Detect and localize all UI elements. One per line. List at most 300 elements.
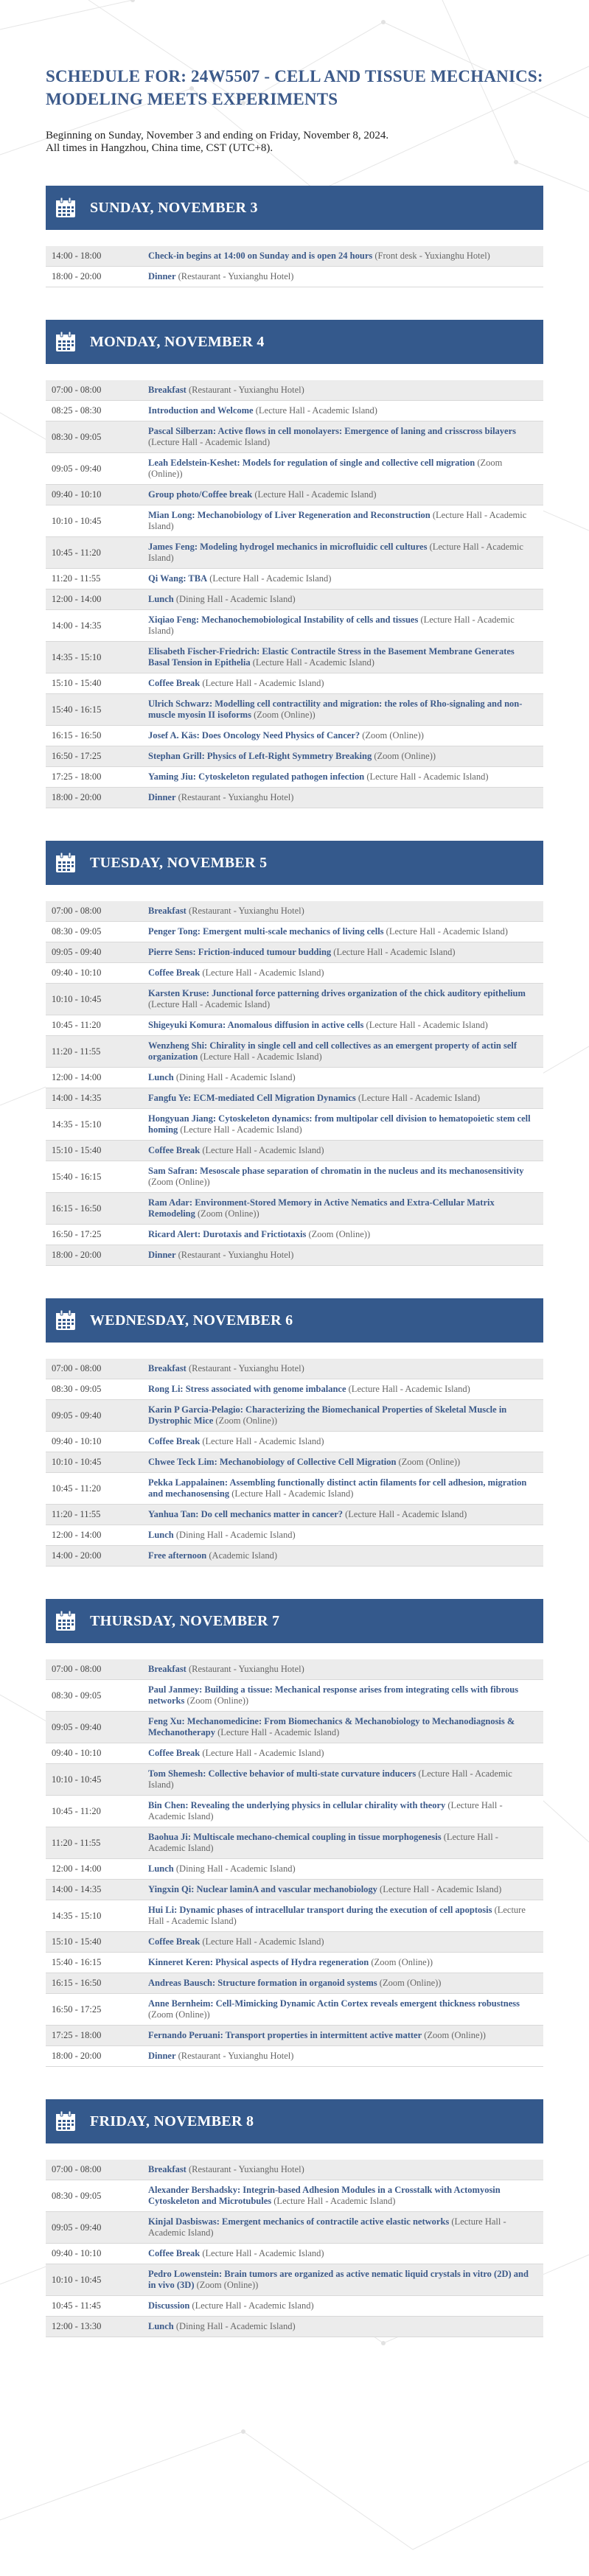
event-cell: [142, 1994, 543, 2026]
schedule-row: [46, 1827, 543, 1859]
event-time: 10:10 - 10:45: [46, 984, 142, 1015]
event-location: (Lecture Hall - Academic Island): [252, 657, 374, 668]
event-time: 16:15 - 16:50: [46, 1973, 142, 1994]
schedule-row: [46, 1225, 543, 1245]
event-cell: [142, 267, 543, 287]
schedule-row: [46, 1953, 543, 1973]
event-location: (Lecture Hall - Academic Island): [255, 405, 377, 416]
day-section: [46, 186, 543, 287]
event-location: (Academic Island): [209, 1550, 278, 1561]
schedule-table: [46, 901, 543, 1266]
event-location: (Restaurant - Yuxianghu Hotel): [188, 1363, 304, 1373]
event-location: (Front desk - Yuxianghu Hotel): [374, 251, 490, 261]
event-cell: [142, 963, 543, 984]
event-cell: [142, 1880, 543, 1900]
event-cell: [142, 401, 543, 421]
event-location: (Restaurant - Yuxianghu Hotel): [188, 1664, 304, 1674]
event-title-link[interactable]: Mian Long: Mechanobiology of Liver Regeneration and Reconstruction: [148, 510, 431, 520]
day-section: [46, 841, 543, 1266]
event-time: 16:50 - 17:25: [46, 746, 142, 767]
event-cell: [142, 1432, 543, 1452]
event-time: 16:50 - 17:25: [46, 1994, 142, 2026]
event-time: 10:45 - 11:45: [46, 2296, 142, 2317]
event-title-link[interactable]: Rong Li: Stress associated with genome imbalance: [148, 1384, 346, 1394]
day-title: TUESDAY, NOVEMBER 5: [90, 854, 268, 871]
schedule-row: [46, 1379, 543, 1400]
event-time: 09:40 - 10:10: [46, 1432, 142, 1452]
event-location: (Zoom (Online)): [215, 1415, 278, 1426]
event-cell: [142, 380, 543, 401]
schedule-row: [46, 2212, 543, 2244]
event-title-link[interactable]: Karsten Kruse: Junctional force patterning drives organization of the chick auditory epithelium: [148, 988, 526, 998]
event-title-link[interactable]: Coffee Break: [148, 2248, 201, 2258]
event-time: 10:45 - 11:20: [46, 1015, 142, 1036]
event-location: (Zoom (Online)): [196, 2280, 259, 2290]
event-title-link[interactable]: Dinner: [148, 792, 176, 802]
event-time: 09:05 - 09:40: [46, 453, 142, 485]
schedule-row: [46, 673, 543, 694]
schedule-row: [46, 1141, 543, 1161]
schedule-row: [46, 2160, 543, 2180]
event-time: 12:00 - 14:00: [46, 1525, 142, 1546]
day-section: [46, 320, 543, 808]
event-cell: [142, 1859, 543, 1880]
schedule-row: [46, 2180, 543, 2212]
event-location: (Zoom (Online)): [198, 1208, 259, 1219]
event-cell: [142, 1764, 543, 1796]
event-title-link[interactable]: Group photo/Coffee break: [148, 489, 253, 500]
schedule-row: [46, 1088, 543, 1109]
event-cell: [142, 942, 543, 963]
event-title-link[interactable]: Wenzheng Shi: Chirality in single cell and cell collectives as an emergent property of actin self organization: [148, 1040, 517, 1062]
event-location: (Zoom (Online)): [148, 2009, 210, 2020]
event-cell: [142, 1680, 543, 1712]
day-section: [46, 2099, 543, 2337]
event-time: 14:00 - 20:00: [46, 1546, 142, 1567]
event-title-link[interactable]: Lunch: [148, 1530, 174, 1540]
event-title-link[interactable]: Lunch: [148, 594, 174, 604]
event-location: (Dining Hall - Academic Island): [175, 2321, 296, 2331]
event-title-link[interactable]: Coffee Break: [148, 1748, 201, 1758]
event-cell: [142, 1141, 543, 1161]
event-title-link[interactable]: Check-in begins at 14:00 on Sunday and is open 24 hours: [148, 251, 373, 261]
event-time: 09:05 - 09:40: [46, 942, 142, 963]
event-title-link[interactable]: Coffee Break: [148, 1436, 201, 1446]
event-title-link[interactable]: James Feng: Modeling hydrogel mechanics in microfluidic cell cultures: [148, 542, 428, 552]
event-time: 14:00 - 14:35: [46, 610, 142, 642]
event-location: (Lecture Hall - Academic Island): [202, 1145, 324, 1155]
event-time: 16:15 - 16:50: [46, 726, 142, 746]
event-title-link[interactable]: Sam Safran: Mesoscale phase separation of chromatin in the nucleus and its mechanosensitivity: [148, 1166, 524, 1176]
event-title-link[interactable]: Free afternoon: [148, 1550, 207, 1561]
event-title-link[interactable]: Feng Xu: Mechanomedicine: From Biomechanics & Mechanobiology to Mechanodiagnosis & Mechanotherapy: [148, 1716, 515, 1737]
schedule-row: [46, 1400, 543, 1432]
schedule-row: [46, 2026, 543, 2046]
schedule-row: [46, 1068, 543, 1088]
schedule-row: [46, 505, 543, 537]
event-time: 14:00 - 14:35: [46, 1880, 142, 1900]
schedule-row: [46, 2046, 543, 2067]
event-time: 16:15 - 16:50: [46, 1193, 142, 1225]
event-location: (Lecture Hall - Academic Island): [148, 1905, 526, 1926]
schedule-row: [46, 1796, 543, 1827]
event-time: 09:05 - 09:40: [46, 1712, 142, 1743]
schedule-row: [46, 746, 543, 767]
event-title-link[interactable]: Qi Wang: TBA: [148, 573, 208, 584]
schedule-row: [46, 485, 543, 505]
event-location: (Lecture Hall - Academic Island): [148, 2216, 506, 2238]
event-title-link[interactable]: Bin Chen: Revealing the underlying physics in cellular chirality with theory: [148, 1800, 446, 1810]
event-location: (Zoom (Online)): [148, 458, 503, 479]
event-title-link[interactable]: Ricard Alert: Durotaxis and Frictiotaxis: [148, 1229, 307, 1239]
event-title-link[interactable]: Yanhua Tan: Do cell mechanics matter in cancer?: [148, 1509, 343, 1519]
day-header: [46, 841, 543, 885]
event-time: 12:00 - 14:00: [46, 1068, 142, 1088]
event-title-link[interactable]: Shigeyuki Komura: Anomalous diffusion in active cells: [148, 1020, 364, 1030]
schedule-row: [46, 1452, 543, 1473]
event-location: (Lecture Hall - Academic Island): [386, 926, 508, 937]
event-title-link[interactable]: Chwee Teck Lim: Mechanobiology of Collective Cell Migration: [148, 1457, 397, 1467]
event-title-link[interactable]: Karin P Garcia-Pelagio: Characterizing the Biomechanical Properties of Skeletal Muscle in Dystrophic Mice: [148, 1404, 507, 1426]
schedule-row: [46, 589, 543, 610]
event-title-link[interactable]: Breakfast: [148, 2164, 187, 2174]
event-time: 07:00 - 08:00: [46, 2160, 142, 2180]
event-title-link[interactable]: Ram Adar: Environment-Stored Memory in Active Nematics and Extra-Cellular Matrix Remodeling: [148, 1197, 495, 1219]
schedule-row: [46, 380, 543, 401]
event-cell: [142, 767, 543, 788]
day-header: [46, 1298, 543, 1343]
event-time: 14:35 - 15:10: [46, 642, 142, 673]
schedule-row: [46, 1193, 543, 1225]
event-cell: [142, 1546, 543, 1567]
event-location: (Lecture Hall - Academic Island): [358, 1093, 481, 1103]
event-time: 18:00 - 20:00: [46, 2046, 142, 2067]
day-section: [46, 1599, 543, 2067]
schedule-row: [46, 401, 543, 421]
event-time: 14:00 - 18:00: [46, 246, 142, 267]
day-title: MONDAY, NOVEMBER 4: [90, 333, 265, 350]
event-time: 11:20 - 11:55: [46, 569, 142, 589]
event-time: 09:05 - 09:40: [46, 2212, 142, 2244]
schedule-row: [46, 1546, 543, 1567]
event-location: (Lecture Hall - Academic Island): [202, 678, 324, 688]
event-cell: [142, 1015, 543, 1036]
schedule-table: [46, 380, 543, 808]
event-location: (Zoom (Online)): [398, 1457, 461, 1467]
schedule-row: [46, 569, 543, 589]
event-time: 11:20 - 11:55: [46, 1505, 142, 1525]
event-cell: [142, 1796, 543, 1827]
schedule-row: [46, 642, 543, 673]
event-cell: [142, 2180, 543, 2212]
event-location: (Dining Hall - Academic Island): [175, 594, 296, 604]
date-range-text: Beginning on Sunday, November 3 and ending on Friday, November 8, 2024.: [46, 130, 389, 141]
event-cell: [142, 1473, 543, 1505]
calendar-icon: [55, 852, 77, 874]
schedule-table: [46, 2160, 543, 2337]
days-container: [46, 186, 543, 2337]
schedule-row: [46, 726, 543, 746]
event-time: 11:20 - 11:55: [46, 1036, 142, 1068]
event-cell: [142, 1400, 543, 1432]
schedule-row: [46, 984, 543, 1015]
event-cell: [142, 1068, 543, 1088]
event-location: (Zoom (Online)): [254, 710, 316, 720]
event-time: 18:00 - 20:00: [46, 788, 142, 808]
day-title: WEDNESDAY, NOVEMBER 6: [90, 1312, 293, 1329]
event-cell: [142, 1452, 543, 1473]
schedule-row: [46, 1859, 543, 1880]
event-title-link[interactable]: Pedro Lowenstein: Brain tumors are organized as active nematic liquid crystals in vitro (2D) and in vivo (3D): [148, 2269, 529, 2290]
event-title-link[interactable]: Josef A. Käs: Does Oncology Need Physics of Cancer?: [148, 730, 360, 741]
event-location: (Lecture Hall - Academic Island): [148, 1800, 503, 1821]
calendar-icon: [55, 331, 77, 353]
event-location: (Lecture Hall - Academic Island): [148, 615, 515, 636]
event-time: 10:10 - 10:45: [46, 2264, 142, 2296]
event-title-link[interactable]: Coffee Break: [148, 1936, 201, 1947]
schedule-row: [46, 1764, 543, 1796]
calendar-icon: [55, 2110, 77, 2132]
event-title-link[interactable]: Xiqiao Feng: Mechanochemobiological Instability of cells and tissues: [148, 615, 419, 625]
day-header: [46, 2099, 543, 2143]
event-location: (Zoom (Online)): [424, 2030, 486, 2040]
schedule-row: [46, 537, 543, 569]
event-time: 08:30 - 09:05: [46, 1379, 142, 1400]
event-title-link[interactable]: Pierre Sens: Friction-induced tumour budding: [148, 947, 332, 957]
schedule-row: [46, 1161, 543, 1193]
event-location: (Dining Hall - Academic Island): [175, 1072, 296, 1082]
event-time: 08:30 - 09:05: [46, 922, 142, 942]
schedule-row: [46, 610, 543, 642]
event-location: (Lecture Hall - Academic Island): [231, 1488, 354, 1499]
event-location: (Lecture Hall - Academic Island): [217, 1727, 340, 1737]
schedule-row: [46, 1743, 543, 1764]
event-location: (Lecture Hall - Academic Island): [148, 1768, 512, 1790]
event-title-link[interactable]: Coffee Break: [148, 1145, 201, 1155]
event-title-link[interactable]: Lunch: [148, 1863, 174, 1874]
event-time: 18:00 - 20:00: [46, 267, 142, 287]
schedule-row: [46, 942, 543, 963]
event-title-link[interactable]: Discussion: [148, 2300, 190, 2311]
event-title-link[interactable]: Alexander Bershadsky: Integrin-based Adhesion Modules in a Crosstalk with Actomyosin Cytoskeleton and Microtubules: [148, 2185, 501, 2206]
event-time: 09:40 - 10:10: [46, 1743, 142, 1764]
event-time: 12:00 - 14:00: [46, 1859, 142, 1880]
event-title-link[interactable]: Kinjal Dasbiswas: Emergent mechanics of contractile active elastic networks: [148, 2216, 450, 2227]
event-cell: [142, 246, 543, 267]
schedule-row: [46, 1036, 543, 1068]
event-cell: [142, 922, 543, 942]
schedule-row: [46, 1994, 543, 2026]
schedule-row: [46, 1880, 543, 1900]
event-cell: [142, 1109, 543, 1141]
event-location: (Restaurant - Yuxianghu Hotel): [178, 2051, 294, 2061]
event-time: 08:30 - 09:05: [46, 1680, 142, 1712]
event-location: (Zoom (Online)): [308, 1229, 371, 1239]
event-time: 11:20 - 11:55: [46, 1827, 142, 1859]
event-cell: [142, 505, 543, 537]
event-time: 07:00 - 08:00: [46, 901, 142, 922]
event-time: 10:45 - 11:20: [46, 537, 142, 569]
event-title-link[interactable]: Fangfu Ye: ECM-mediated Cell Migration Dynamics: [148, 1093, 356, 1103]
event-cell: [142, 2264, 543, 2296]
event-cell: [142, 1245, 543, 1266]
event-cell: [142, 901, 543, 922]
event-title-link[interactable]: Yaming Jiu: Cytoskeleton regulated pathogen infection: [148, 771, 365, 782]
event-title-link[interactable]: Dinner: [148, 271, 176, 281]
event-location: (Dining Hall - Academic Island): [175, 1530, 296, 1540]
event-title-link[interactable]: Breakfast: [148, 1363, 187, 1373]
event-title-link[interactable]: Yingxin Qi: Nuclear laminA and vascular mechanobiology: [148, 1884, 377, 1894]
event-time: 10:45 - 11:20: [46, 1473, 142, 1505]
day-title: FRIDAY, NOVEMBER 8: [90, 2113, 254, 2129]
event-time: 08:30 - 09:05: [46, 2180, 142, 2212]
event-cell: [142, 2212, 543, 2244]
event-cell: [142, 2026, 543, 2046]
event-cell: [142, 1973, 543, 1994]
event-time: 16:50 - 17:25: [46, 1225, 142, 1245]
event-title-link[interactable]: Leah Edelstein-Keshet: Models for regulation of single and collective cell migration: [148, 458, 475, 468]
event-time: 08:25 - 08:30: [46, 401, 142, 421]
event-title-link[interactable]: Tom Shemesh: Collective behavior of multi-state curvature inducers: [148, 1768, 417, 1779]
event-title-link[interactable]: Lunch: [148, 2321, 174, 2331]
event-location: (Zoom (Online)): [374, 751, 436, 761]
schedule-row: [46, 963, 543, 984]
event-title-link[interactable]: Penger Tong: Emergent multi-scale mechanics of living cells: [148, 926, 384, 937]
event-location: (Restaurant - Yuxianghu Hotel): [188, 385, 304, 395]
day-header: [46, 320, 543, 364]
schedule-row: [46, 1473, 543, 1505]
event-title-link[interactable]: Pascal Silberzan: Active flows in cell monolayers: Emergence of laning and crisscross bilayers: [148, 426, 517, 436]
event-cell: [142, 1900, 543, 1932]
event-location: (Zoom (Online)): [371, 1957, 433, 1967]
event-location: (Restaurant - Yuxianghu Hotel): [188, 2164, 304, 2174]
event-location: (Zoom (Online)): [379, 1978, 442, 1988]
event-title-link[interactable]: Breakfast: [148, 1664, 187, 1674]
event-location: (Lecture Hall - Academic Island): [148, 510, 527, 531]
event-title-link[interactable]: Hui Li: Dynamic phases of intracellular transport during the execution of cell apoptosis: [148, 1905, 492, 1915]
schedule-row: [46, 1973, 543, 1994]
event-location: (Lecture Hall - Academic Island): [202, 967, 324, 978]
schedule-row: [46, 1525, 543, 1546]
event-title-link[interactable]: Fernando Peruani: Transport properties in intermittent active matter: [148, 2030, 422, 2040]
event-time: 15:40 - 16:15: [46, 1953, 142, 1973]
event-location: (Restaurant - Yuxianghu Hotel): [178, 271, 294, 281]
event-cell: [142, 1953, 543, 1973]
schedule-row: [46, 922, 543, 942]
event-time: 09:40 - 10:10: [46, 2244, 142, 2264]
event-title-link[interactable]: Coffee Break: [148, 967, 201, 978]
event-time: 10:45 - 11:20: [46, 1796, 142, 1827]
event-title-link[interactable]: Ulrich Schwarz: Modelling cell contractility and migration: the roles of Rho-signaling and non-muscle myosin II isoforms: [148, 699, 523, 720]
event-time: 09:40 - 10:10: [46, 963, 142, 984]
schedule-row: [46, 1359, 543, 1379]
event-title-link[interactable]: Dinner: [148, 2051, 176, 2061]
event-location: (Restaurant - Yuxianghu Hotel): [178, 1250, 294, 1260]
event-title-link[interactable]: Lunch: [148, 1072, 174, 1082]
event-location: (Lecture Hall - Academic Island): [202, 2248, 324, 2258]
schedule-row: [46, 1680, 543, 1712]
event-title-link[interactable]: Breakfast: [148, 906, 187, 916]
event-cell: [142, 537, 543, 569]
schedule-row: [46, 694, 543, 726]
event-location: (Lecture Hall - Academic Island): [202, 1748, 324, 1758]
schedule-row: [46, 2244, 543, 2264]
event-cell: [142, 1505, 543, 1525]
event-title-link[interactable]: Dinner: [148, 1250, 176, 1260]
event-title-link[interactable]: Baohua Ji: Multiscale mechano-chemical coupling in tissue morphogenesis: [148, 1832, 442, 1842]
event-title-link[interactable]: Pekka Lappalainen: Assembling functionally distinct actin filaments for cell adhesion, migration and mechanosensing: [148, 1477, 527, 1499]
schedule-row: [46, 2296, 543, 2317]
event-location: (Lecture Hall - Academic Island): [148, 437, 271, 447]
event-cell: [142, 642, 543, 673]
event-location: (Lecture Hall - Academic Island): [202, 1436, 324, 1446]
event-location: (Lecture Hall - Academic Island): [148, 1832, 498, 1853]
event-cell: [142, 1743, 543, 1764]
event-title-link[interactable]: Elisabeth Fischer-Friedrich: Elastic Contractile Stress in the Basement Membrane Generates Basal Tension in Epithelia: [148, 646, 515, 668]
event-cell: [142, 2244, 543, 2264]
event-cell: [142, 1932, 543, 1953]
schedule-row: [46, 1900, 543, 1932]
event-time: 12:00 - 14:00: [46, 589, 142, 610]
event-location: (Lecture Hall - Academic Island): [180, 1124, 302, 1135]
schedule-row: [46, 453, 543, 485]
schedule-row: [46, 246, 543, 267]
schedule-row: [46, 2264, 543, 2296]
event-title-link[interactable]: Hongyuan Jiang: Cytoskeleton dynamics: from multipolar cell division to hematopoietic stem cell homing: [148, 1113, 531, 1135]
schedule-row: [46, 267, 543, 287]
event-cell: [142, 2317, 543, 2337]
schedule-table: [46, 1359, 543, 1567]
day-header: [46, 1599, 543, 1643]
event-cell: [142, 2160, 543, 2180]
event-cell: [142, 726, 543, 746]
schedule-row: [46, 1109, 543, 1141]
event-time: 08:30 - 09:05: [46, 421, 142, 453]
event-title-link[interactable]: Introduction and Welcome: [148, 405, 254, 416]
event-title-link[interactable]: Breakfast: [148, 385, 187, 395]
schedule-row: [46, 1659, 543, 1680]
event-cell: [142, 1827, 543, 1859]
event-location: (Zoom (Online)): [148, 1177, 210, 1187]
event-time: 15:40 - 16:15: [46, 1161, 142, 1193]
event-cell: [142, 569, 543, 589]
calendar-icon: [55, 1309, 77, 1331]
event-title-link[interactable]: Anne Bernheim: Cell-Mimicking Dynamic Actin Cortex reveals emergent thickness robustness: [148, 1998, 520, 2009]
event-cell: [142, 673, 543, 694]
day-title: THURSDAY, NOVEMBER 7: [90, 1612, 280, 1629]
event-time: 15:40 - 16:15: [46, 694, 142, 726]
event-title-link[interactable]: Stephan Grill: Physics of Left-Right Symmetry Breaking: [148, 751, 372, 761]
event-time: 15:10 - 15:40: [46, 1932, 142, 1953]
event-location: (Lecture Hall - Academic Island): [366, 771, 489, 782]
schedule-row: [46, 1932, 543, 1953]
event-title-link[interactable]: Andreas Bausch: Structure formation in organoid systems: [148, 1978, 377, 1988]
event-title-link[interactable]: Coffee Break: [148, 678, 201, 688]
event-location: (Lecture Hall - Academic Island): [273, 2196, 396, 2206]
schedule-row: [46, 901, 543, 922]
event-cell: [142, 1193, 543, 1225]
schedule-row: [46, 767, 543, 788]
event-location: (Lecture Hall - Academic Island): [366, 1020, 488, 1030]
event-title-link[interactable]: Paul Janmey: Building a tissue: Mechanical response arises from integrating cells with fibrous networks: [148, 1684, 519, 1706]
calendar-icon: [55, 1610, 77, 1632]
event-location: (Lecture Hall - Academic Island): [345, 1509, 467, 1519]
schedule-row: [46, 1432, 543, 1452]
schedule-table: [46, 1659, 543, 2067]
event-title-link[interactable]: Kinneret Keren: Physical aspects of Hydra regeneration: [148, 1957, 369, 1967]
event-location: (Lecture Hall - Academic Island): [209, 573, 332, 584]
calendar-icon: [55, 197, 77, 219]
